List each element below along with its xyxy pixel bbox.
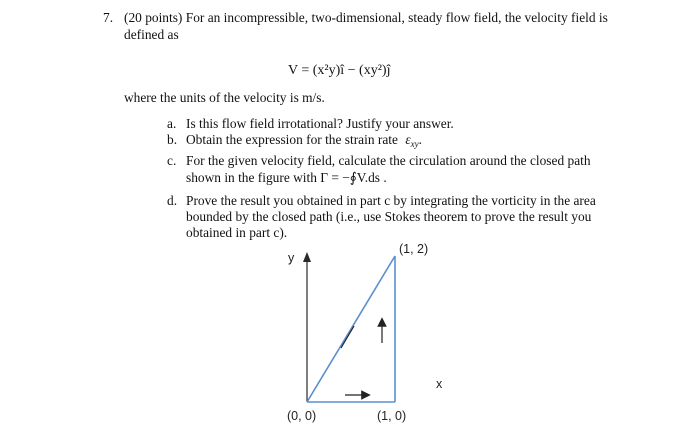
problem-intro-line1: (20 points) For an incompressible, two-dimensional, steady flow field, the velocity field is — [124, 10, 608, 25]
problem-intro-line2: defined as — [124, 27, 179, 42]
origin-label: (0, 0) — [287, 409, 317, 423]
part-d-letter: d. — [167, 193, 178, 208]
arrow-diagonal-icon — [341, 326, 354, 348]
part-b-trail: . — [418, 132, 422, 147]
part-d-line3: obtained in part c). — [186, 225, 288, 240]
y-axis-arrow — [303, 252, 311, 262]
x-axis-label: x — [436, 377, 443, 391]
part-b-letter: b. — [167, 132, 178, 147]
problem-number: 7. — [103, 10, 114, 25]
part-d-line2: bounded by the closed path (i.e., use Stokes theorem to prove the result you — [186, 209, 592, 224]
path-hypotenuse — [307, 256, 395, 402]
part-c-line1: For the given velocity field, calculate the circulation around the closed path — [186, 153, 591, 168]
strain-rate-subscript: xy — [410, 139, 419, 149]
part-b-text — [186, 132, 422, 152]
part-a-letter: a. — [167, 116, 177, 131]
top-corner-label: (1, 2) — [399, 242, 429, 256]
part-a-text: Is this flow field irrotational? Justify your answer. — [186, 116, 454, 131]
part-b-text-main: Obtain the expression for the strain rate — [186, 132, 398, 147]
part-c-line2: shown in the figure with Γ = −∮V.ds . — [186, 170, 387, 185]
x-corner-label: (1, 0) — [377, 409, 407, 423]
strain-rate-symbol: ε — [405, 132, 411, 147]
part-c-letter: c. — [167, 153, 177, 168]
units-line: where the units of the velocity is m/s. — [124, 90, 325, 105]
y-axis-label: y — [288, 251, 295, 265]
part-d-line1: Prove the result you obtained in part c by integrating the vorticity in the area — [186, 193, 596, 208]
velocity-equation: V = (x²y)î − (xy²)ĵ — [288, 63, 391, 78]
